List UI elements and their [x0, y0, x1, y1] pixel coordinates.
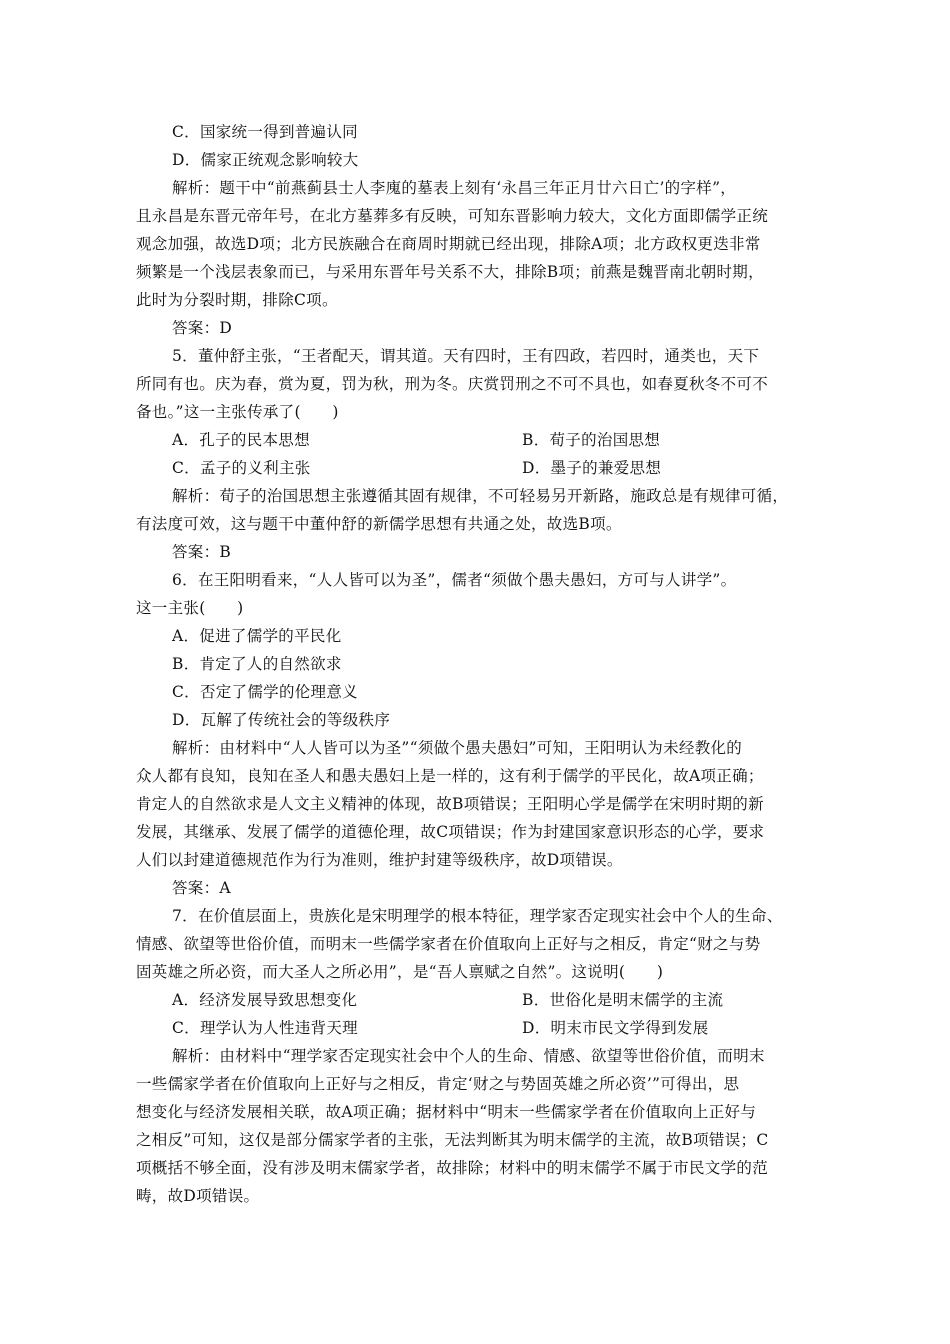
q5-stem-line: 所同有也。庆为春，赏为夏，罚为秋，刑为冬。庆赏罚刑之不可不具也，如春夏秋冬不可不 — [136, 375, 769, 393]
q5-answer: 答案：B — [172, 543, 232, 561]
q6-stem-line: 6．在王阳明看来，“人人皆可以为圣”，儒者“须做个愚夫愚妇，方可与人讲学”。 — [172, 571, 737, 589]
q4-analysis-line: 此时为分裂时期，排除C项。 — [136, 291, 338, 309]
q7-option-d: D．明末市民文学得到发展 — [522, 1019, 709, 1037]
q6-answer: 答案：A — [172, 879, 231, 897]
q7-option-c: C．理学认为人性违背天理 — [172, 1019, 358, 1037]
q4-analysis-line: 观念加强，故选D项；北方民族融合在商周时期就已经出现，排除A项；北方政权更迭非常 — [136, 235, 761, 253]
q5-analysis-line: 解析：荀子的治国思想主张遵循其固有规律，不可轻易另开新路，施政总是有规律可循， — [172, 487, 789, 505]
q7-option-a: A．经济发展导致思想变化 — [172, 991, 358, 1009]
q7-analysis-line: 之相反”可知，这仅是部分儒家学者的主张，无法判断其为明末儒学的主流，故B项错误；C — [136, 1131, 769, 1149]
q6-analysis-line: 解析：由材料中“人人皆可以为圣”“须做个愚夫愚妇”可知，王阳明认为未经教化的 — [172, 739, 743, 757]
q5-stem-line: 5．董仲舒主张，“王者配天，谓其道。天有四时，王有四政，若四时，通类也，天下 — [172, 347, 760, 365]
q7-stem-line: 7．在价值层面上，贵族化是宋明理学的根本特征，理学家否定现实社会中个人的生命、 — [172, 907, 783, 925]
q4-answer: 答案：D — [172, 319, 233, 337]
q7-analysis-line: 一些儒家学者在价值取向上正好与之相反，肯定‘财之与势固英雄之所必资’”可得出，思 — [136, 1075, 740, 1093]
q4-option-c: C．国家统一得到普遍认同 — [172, 123, 358, 141]
q7-analysis-line: 解析：由材料中“理学家否定现实社会中个人的生命、情感、欲望等世俗价值，而明末 — [172, 1047, 765, 1065]
q5-option-a: A．孔子的民本思想 — [172, 431, 310, 449]
q6-analysis-line: 人们以封建道德规范作为行为准则，维护封建等级秩序，故D项错误。 — [136, 851, 623, 869]
q6-stem-line: 这一主张( ) — [136, 599, 244, 617]
q4-analysis-line: 且永昌是东晋元帝年号，在北方墓葬多有反映，可知东晋影响力较大，文化方面即儒学正统 — [136, 207, 769, 225]
q6-option-b: B．肯定了人的自然欲求 — [172, 655, 342, 673]
q6-analysis-line: 肯定人的自然欲求是人文主义精神的体现，故B项错误；王阳明心学是儒学在宋明时期的新 — [136, 795, 764, 813]
q5-option-c: C．孟子的义利主张 — [172, 459, 311, 477]
q7-analysis-line: 项概括不够全面，没有涉及明末儒家学者，故排除；材料中的明末儒学不属于市民文学的范 — [136, 1159, 769, 1177]
q4-option-d: D．儒家正统观念影响较大 — [172, 151, 359, 169]
q7-option-b: B．世俗化是明末儒学的主流 — [522, 991, 724, 1009]
q5-option-b: B．荀子的治国思想 — [522, 431, 661, 449]
q5-stem-line: 备也。”这一主张传承了( ) — [136, 403, 339, 421]
q6-option-c: C．否定了儒学的伦理意义 — [172, 683, 358, 701]
q6-option-a: A．促进了儒学的平民化 — [172, 627, 342, 645]
q6-analysis-line: 发展，其继承、发展了儒学的道德伦理，故C项错误；作为封建国家意识形态的心学，要求 — [136, 823, 765, 841]
q5-analysis-line: 有法度可效，这与题干中董仲舒的新儒学思想有共通之处，故选B项。 — [136, 515, 622, 533]
q4-analysis-line: 频繁是一个浅层表象而已，与采用东晋年号关系不大，排除B项；前燕是魏晋南北朝时期， — [136, 263, 764, 281]
q5-option-d: D．墨子的兼爱思想 — [522, 459, 662, 477]
q4-analysis-line: 解析：题干中“前燕蓟县士人李廆的墓表上刻有‘永昌三年正月廿六日亡’的字样”， — [172, 179, 737, 197]
q7-analysis-line: 畴，故D项错误。 — [136, 1187, 260, 1205]
q7-analysis-line: 想变化与经济发展相关联，故A项正确；据材料中“明末一些儒家学者在价值取向上正好与 — [136, 1103, 757, 1121]
q7-stem-line: 固英雄之所必资，而大圣人之所必用”，是“吾人禀赋之自然”。这说明( ) — [136, 963, 664, 981]
q6-option-d: D．瓦解了传统社会的等级秩序 — [172, 711, 391, 729]
q7-stem-line: 情感、欲望等世俗价值，而明末一些儒学家者在价值取向上正好与之相反，肯定“财之与势 — [136, 935, 761, 953]
q6-analysis-line: 众人都有良知，良知在圣人和愚夫愚妇上是一样的，这有利于儒学的平民化，故A项正确； — [136, 767, 764, 785]
